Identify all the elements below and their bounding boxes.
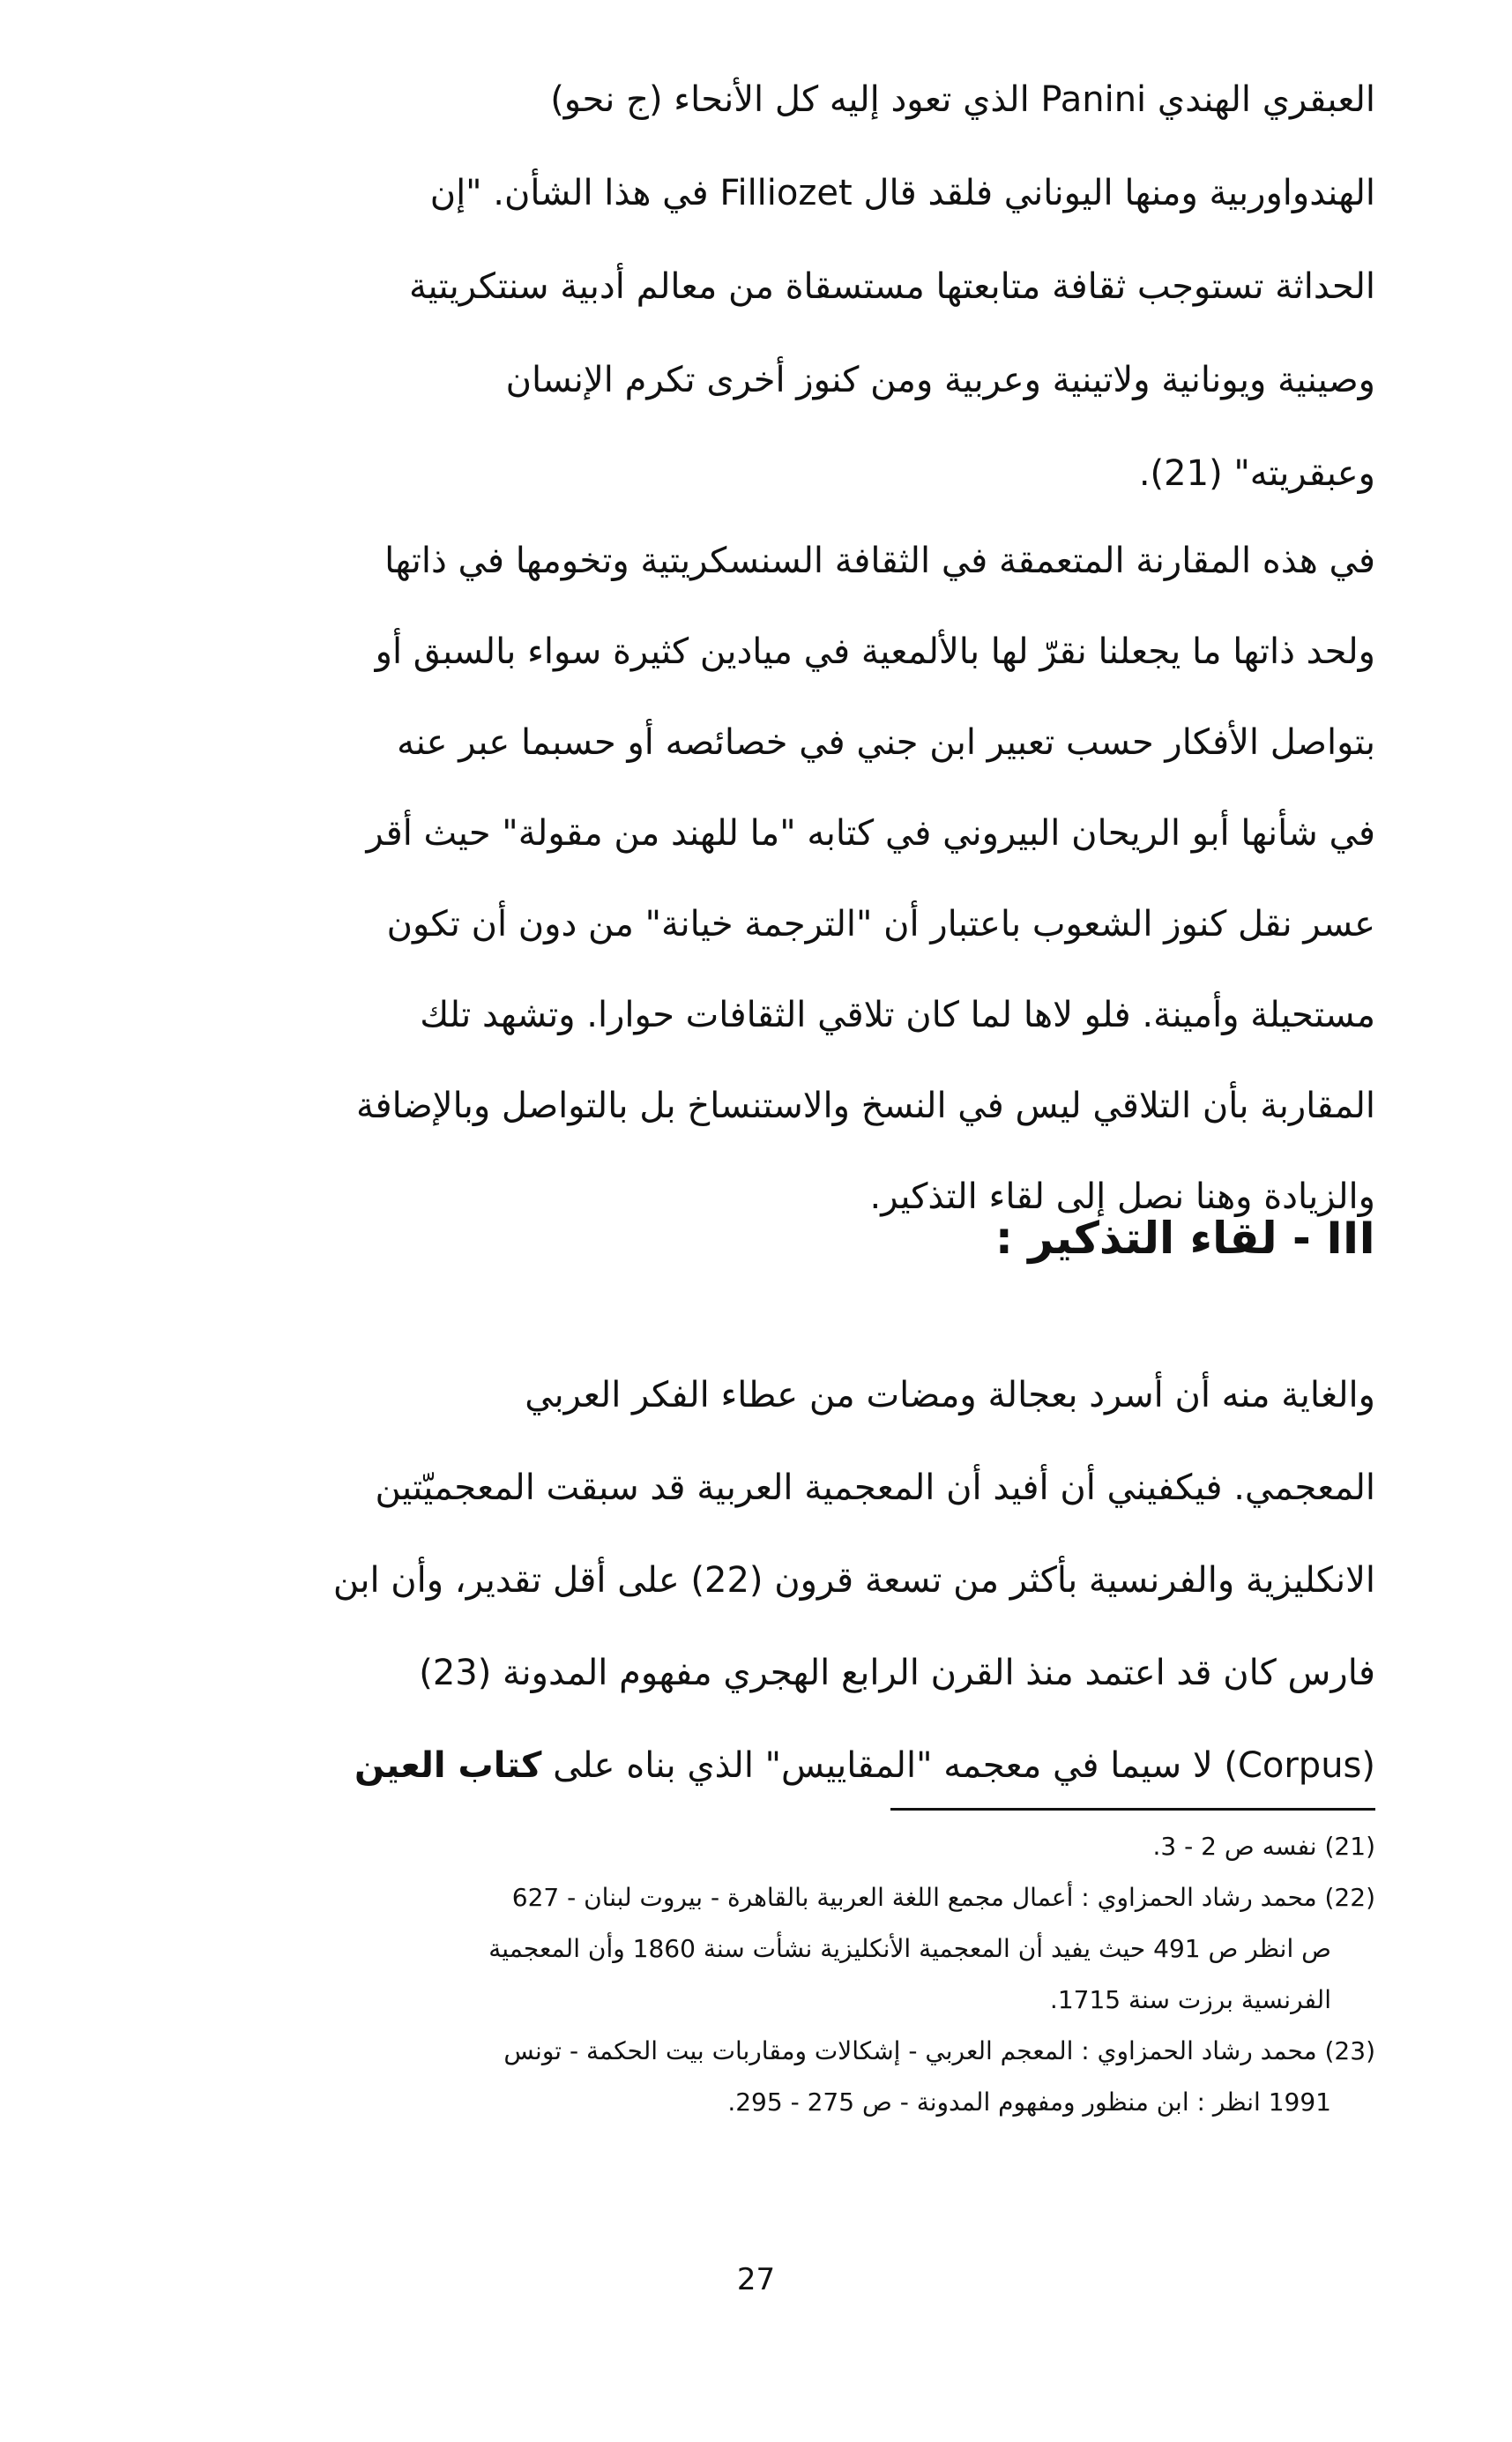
book-title-bold: كتاب العين — [354, 1745, 542, 1786]
footnote-23-continued: 1991 انظر : ابن منظور ومفهوم المدونة - ص 275 - 295. — [727, 2087, 1331, 2117]
footnote-22-continued: ص انظر ص 491 حيث يفيد أن المعجمية الأنكليزية نشأت سنة 1860 وأن المعجمية — [488, 1934, 1331, 1963]
paragraph-1-line: وعبقريته" (21). — [1138, 453, 1375, 494]
paragraph-3-line: الانكليزية والفرنسية بأكثر من تسعة قرون (22) على أقل تقدير، وأن ابن — [332, 1560, 1375, 1601]
footnote-divider — [890, 1808, 1375, 1811]
paragraph-1-line: العبقري الهندي Panini الذي تعود إليه كل الأنحاء (ج نحو) — [550, 79, 1375, 120]
footnote-22-continued: الفرنسية برزت سنة 1715. — [1049, 1985, 1331, 2014]
paragraph-1 — [132, 53, 1375, 520]
paragraph-3-line: والغاية منه أن أسرد بعجالة ومضات من عطاء الفكر العربي — [525, 1375, 1375, 1415]
paragraph-2-line: المقاربة بأن التلاقي ليس في النسخ والاستنساخ بل بالتواصل وبالإضافة — [356, 1086, 1375, 1126]
paragraph-3-line-text: (Corpus) لا سيما في معجمه "المقاييس" الذي بناه على — [553, 1745, 1375, 1786]
paragraph-1-line: الحداثة تستوجب ثقافة متابعتها مستسقاة من معالم أدبية سنتكريتية — [409, 266, 1375, 307]
paragraph-2-line: عسر نقل كنوز الشعوب باعتبار أن "الترجمة خيانة" من دون أن تكون — [386, 904, 1375, 945]
paragraph-2-line: والزيادة وهنا نصل إلى لقاء التذكير. — [869, 1176, 1375, 1217]
paragraph-3-line: فارس كان قد اعتمد منذ القرن الرابع الهجري مفهوم المدونة (23) — [419, 1653, 1375, 1693]
footnotes — [132, 1821, 1375, 2128]
paragraph-2-line: في هذه المقارنة المتعمقة في الثقافة السنسكريتية وتخومها في ذاتها — [384, 541, 1375, 581]
paragraph-3-line: المعجمي. فيكفيني أن أفيد أن المعجمية العربية قد سبقت المعجميّتين — [375, 1467, 1375, 1508]
paragraph-3 — [132, 1349, 1375, 1812]
paragraph-2-line: بتواصل الأفكار حسب تعبير ابن جني في خصائصه أو حسبما عبر عنه — [397, 722, 1375, 763]
paragraph-3-line — [132, 1720, 1375, 1812]
paragraph-2-line: في شأنها أبو الريحان البيروني في كتابه "ما للهند من مقولة" حيث أقر — [366, 813, 1375, 854]
paragraph-2-line: مستحيلة وأمينة. فلو لاها لما كان تلاقي الثقافات حوارا. وتشهد تلك — [420, 995, 1375, 1035]
section-heading: III - لقاء التذكير : — [994, 1213, 1375, 1264]
paragraph-2 — [132, 516, 1375, 1243]
paragraph-1-line: وصينية ويونانية ولاتينية وعربية ومن كنوز أخرى تكرم الإنسان — [505, 360, 1375, 400]
paragraph-1-line: الهندواوربية ومنها اليوناني فلقد قال Filliozet في هذا الشأن. "إن — [429, 173, 1375, 213]
footnote-21: (21) نفسه ص 2 - 3. — [1152, 1832, 1375, 1861]
page-number: 27 — [736, 2262, 776, 2297]
footnote-23: (23) محمد رشاد الحمزاوي : المعجم العربي - إشكالات ومقاربات بيت الحكمة - تونس — [503, 2036, 1375, 2065]
paragraph-2-line: ولحد ذاتها ما يجعلنا نقرّ لها بالألمعية في ميادين كثيرة سواء بالسبق أو — [375, 631, 1375, 672]
footnote-22: (22) محمد رشاد الحمزاوي : أعمال مجمع اللغة العربية بالقاهرة - بيروت لبنان - 627 — [511, 1883, 1375, 1912]
